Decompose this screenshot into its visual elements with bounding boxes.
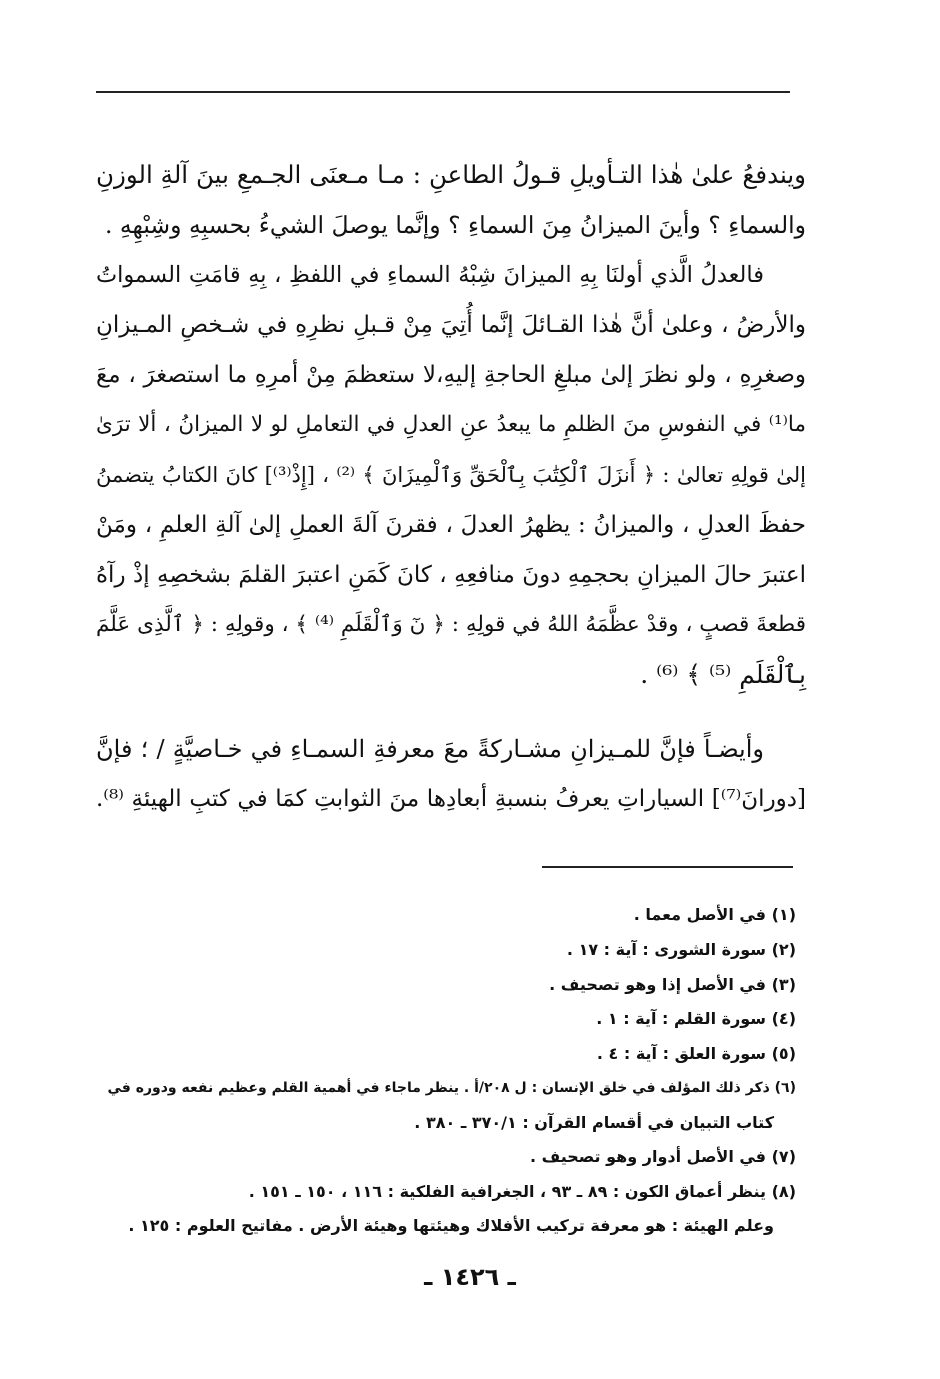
body-line: حفظَ العدلِ ، والميزانُ : يظهرُ العدلَ ، فقرنَ آلةَ العملِ إلىٰ آلةِ العلمِ ، ومَنْ xyxy=(96,512,806,538)
body-line: إلىٰ قولِهِ تعالىٰ : ﴿ أَنزَلَ ٱلْكِتَٰبَ بِٱلْحَقِّ وَٱلْمِيزَانَ ﴾ ⁽²⁾ ، [إِذْ⁽³⁾] كانَ الكتابُ يتضمنُ xyxy=(96,463,807,487)
main-text xyxy=(96,150,806,824)
footnote: (١) في الأصل معما . xyxy=(633,905,796,924)
footnote-continuation: كتاب التبيان في أقسام القرآن : ٣٧٠/١ ـ ٣٨٠ . xyxy=(414,1112,774,1132)
footnote-separator xyxy=(542,866,793,868)
page-number: ـ ١٤٢٦ ـ xyxy=(424,1263,516,1291)
footnote: (٣) في الأصل إذا وهو تصحيف . xyxy=(549,974,796,994)
top-rule xyxy=(96,91,790,93)
body-line: والسماءِ ؟ وأينَ الميزانُ مِنَ السماءِ ؟ وإنَّما يوصلَ الشيءُ بحسبِهِ وشِبْهِهِ . xyxy=(104,211,806,239)
footnote: (٤) سورة القلم : آية : ١ . xyxy=(596,1009,796,1028)
body-line: وأيضـاً فإنَّ للمـيزانِ مشـاركةً معَ معرفةِ السمـاءِ في خـاصيَّةٍ / ؛ فإنَّ xyxy=(96,735,764,763)
footnote: (٨) ينظر أعماق الكون : ٨٩ ـ ٩٣ ، الجغرافية الفلكية : ١١٦ ، ١٥٠ ـ ١٥١ . xyxy=(248,1181,796,1201)
footnotes xyxy=(96,897,796,1244)
body-line: والأرضُ ، وعلىٰ أنَّ هٰذا القـائلَ إنَّما أُتِيَ مِنْ قـبلِ نظرِهِ في شـخصِ المـيزانِ xyxy=(96,312,806,338)
footnote: (٢) سورة الشورى : آية : ١٧ . xyxy=(566,940,796,959)
body-line: ويندفعُ علىٰ هٰذا التـأويلِ قـولُ الطاعنِ : مـا مـعنَى الجـمعِ بينَ آلةِ الوزنِ xyxy=(96,160,806,189)
footnote: (٧) في الأصل أدوار وهو تصحيف . xyxy=(530,1147,796,1166)
footnote: (٦) ذكر ذلك المؤلف في خلق الإنسان : ل ٢٠٨/أ . ينظر ماجاء في أهمية القلم وعظيم نفعه ودوره في xyxy=(107,1080,796,1096)
body-line: ما⁽¹⁾ في النفوسِ منَ الظلمِ ما يبعدُ عنِ العدلِ في التعاملِ لو لا الميزانُ ، ألا ترَىٰ xyxy=(96,412,806,437)
body-line: فالعدلُ الَّذي أولنَا بِهِ الميزانَ شِبْهُ السماءِ في اللفظِ ، بِهِ قامَتِ السمواتُ xyxy=(96,262,764,288)
body-line: اعتبرَ حالَ الميزانِ بحجمِهِ دونَ منافعِهِ ، كانَ كَمَنِ اعتبرَ القلمَ بشخصِهِ إذْ رآهُ xyxy=(96,562,806,588)
paragraph-gap xyxy=(96,700,806,724)
footnote-continuation: وعلم الهيئة : هو معرفة تركيب الأفلاك وهيئتها وهيئة الأرض . مفاتيح العلوم : ١٢٥ . xyxy=(128,1216,774,1235)
body-line: وصغرِهِ ، ولو نظرَ إلىٰ مبلغِ الحاجةِ إليهِ،لا ستعظمَ مِنْ أمرِهِ ما استصغرَ ، معَ xyxy=(96,362,806,388)
footnote: (٥) سورة العلق : آية : ٤ . xyxy=(596,1043,796,1063)
body-line: قطعةَ قصبٍ ، وقدْ عظَّمَهُ اللهُ في قولِهِ : ﴿ نٓ وَٱلْقَلَمِ ⁽⁴⁾ ﴾ ، وقولِهِ : ﴿ ٱلَّذِى عَلَّمَ xyxy=(96,612,806,637)
body-line: بِٱلْقَلَمِ ⁽⁵⁾ ﴾ ⁽⁶⁾ . xyxy=(640,660,806,689)
body-line: [دورانَ⁽⁷⁾] السياراتِ يعرفُ بنسبةِ أبعادِها منَ الثوابتِ كمَا في كتبِ الهيئةِ ⁽⁸⁾. xyxy=(96,786,806,812)
